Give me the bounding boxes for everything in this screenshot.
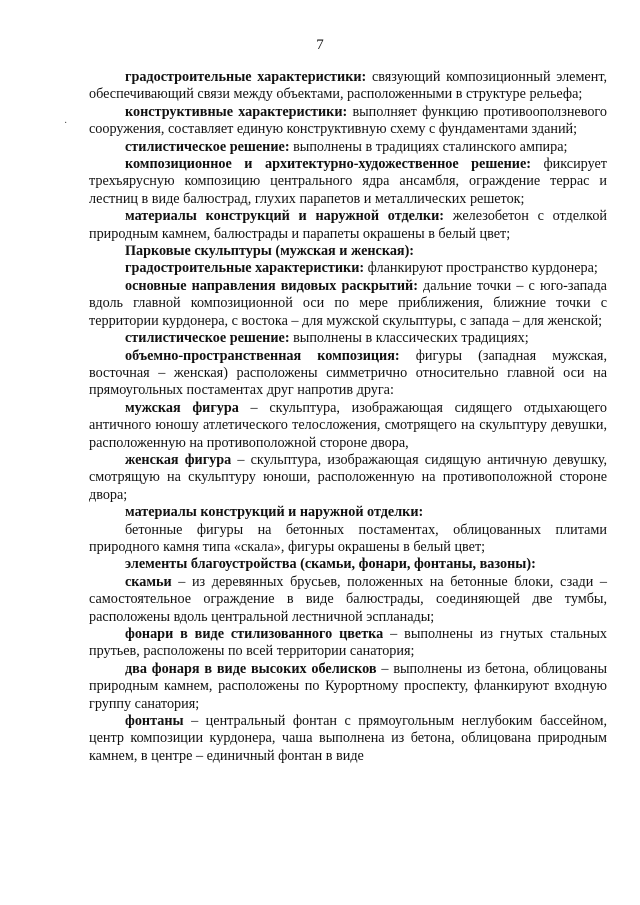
paragraph-heading: композиционное и архитектурно-художественное решение: <box>125 156 531 173</box>
paragraph-heading: основные направления видовых раскрытий: <box>125 277 418 294</box>
paragraph <box>89 556 607 573</box>
paragraph-heading: элементы благоустройства (скамьи, фонари, фонтаны, вазоны): <box>125 556 536 573</box>
paragraph <box>89 156 607 208</box>
paragraph <box>89 400 607 452</box>
paragraph <box>89 69 607 104</box>
paragraph-text: фиксирует трехъярусную композицию центрального ядра ансамбля, ограждение террас и лестниц в виде балюстрад, глухих парапетов и металлических решеток; <box>89 156 607 207</box>
paragraph <box>89 522 607 557</box>
paragraph <box>89 504 607 521</box>
paragraph-text: выполнены в традициях сталинского ампира; <box>289 138 568 155</box>
document-body <box>89 69 607 765</box>
paragraph <box>89 713 607 765</box>
paragraph <box>89 104 607 139</box>
paragraph-heading: два фонаря в виде высоких обелисков <box>125 660 377 677</box>
paragraph <box>89 260 607 277</box>
paragraph-text: фигуры (западная мужская, восточная – женская) расположены симметрично относительно главной оси на прямоугольных постаментах друг напротив друга: <box>89 347 608 399</box>
paragraph-heading: материалы конструкций и наружной отделки: <box>125 504 424 521</box>
paragraph-heading: градостроительные характеристики: <box>125 260 365 277</box>
paragraph-text: фланкируют пространство курдонера; <box>364 260 598 277</box>
paragraph-text: дальние точки – с юго-запада вдоль главной композиционной оси по мере приближения, ближние точки с территории курдонера, с востока – для мужской скульптуры, с запада – для женской; <box>89 277 607 329</box>
paragraph <box>89 574 607 626</box>
paragraph-heading: материалы конструкций и наружной отделки: <box>125 208 445 225</box>
paragraph <box>89 348 607 400</box>
section-heading <box>89 243 607 260</box>
paragraph-text: – скульптура, изображающая сидящего отдыхающего античного юношу атлетического телосложения, смотрящего на скульптуру девушки, расположенную на противоположной стороне двора, <box>89 399 608 451</box>
paragraph <box>89 208 607 243</box>
paragraph-heading: скамьи <box>125 573 172 590</box>
page-number: 7 <box>316 37 324 53</box>
paragraph-text: – скульптура, изображающая сидящую античную девушку, смотрящую на скульптуру юноши, расположенную на противоположной стороне двора; <box>89 451 607 503</box>
section-heading-text: Парковые скульптуры (мужская и женская): <box>125 243 415 260</box>
paragraph-text: выполняет функцию противооползневого сооружения, составляет единую конструктивную схему с фундаментами зданий; <box>89 103 607 138</box>
paragraph-heading: конструктивные характеристики: <box>125 103 348 120</box>
paragraph-heading: стилистическое решение: <box>125 138 290 155</box>
paragraph <box>89 139 607 156</box>
paragraph-heading: женская фигура <box>125 451 232 468</box>
paragraph <box>89 330 607 347</box>
paragraph-text: выполнены в классических традициях; <box>289 330 529 347</box>
paragraph-heading: стилистическое решение: <box>125 330 290 347</box>
paragraph-text: бетонные фигуры на бетонных постаментах, облицованных плитами природного камня типа «скала», фигуры окрашены в белый цвет; <box>89 521 607 555</box>
paragraph <box>89 626 607 661</box>
paragraph-heading: фонтаны <box>125 713 184 730</box>
paragraph <box>89 278 607 330</box>
paragraph-text: – центральный фонтан с прямоугольным неглубоким бассейном, центр композиции курдонера, чаша выполнена из бетона, облицована природным камнем, в центре – единичный фонтан в виде <box>89 713 607 764</box>
margin-mark: · <box>64 118 68 129</box>
paragraph-text: – выполнены из гнутых стальных прутьев, расположены по всей территории санатория; <box>89 626 608 660</box>
paragraph-text: – выполнены из бетона, облицованы природным камнем, расположены по Курортному проспекту, фланкируют входную группу санатория; <box>89 660 607 712</box>
paragraph-heading: фонари в виде стилизованного цветка <box>125 626 384 642</box>
paragraph <box>89 452 607 504</box>
paragraph-text: – из деревянных брусьев, положенных на бетонные блоки, сзади –самостоятельное ограждение в виде балюстрады, соединяющей две тумбы, расположены вдоль центральной лестничной эспланады; <box>89 573 607 625</box>
paragraph-text: железобетон с отделкой природным камнем, балюстрады и парапеты окрашены в белый цвет; <box>89 208 608 242</box>
paragraph-heading: мужская фигура <box>125 399 239 416</box>
paragraph-heading: объемно-пространственная композиция: <box>125 347 400 364</box>
paragraph-text: связующий композиционный элемент, обеспечивающий связи между объектами, расположенными в структуре рельефа; <box>89 69 608 103</box>
paragraph <box>89 661 607 713</box>
paragraph-heading: градостроительные характеристики: <box>125 69 367 85</box>
